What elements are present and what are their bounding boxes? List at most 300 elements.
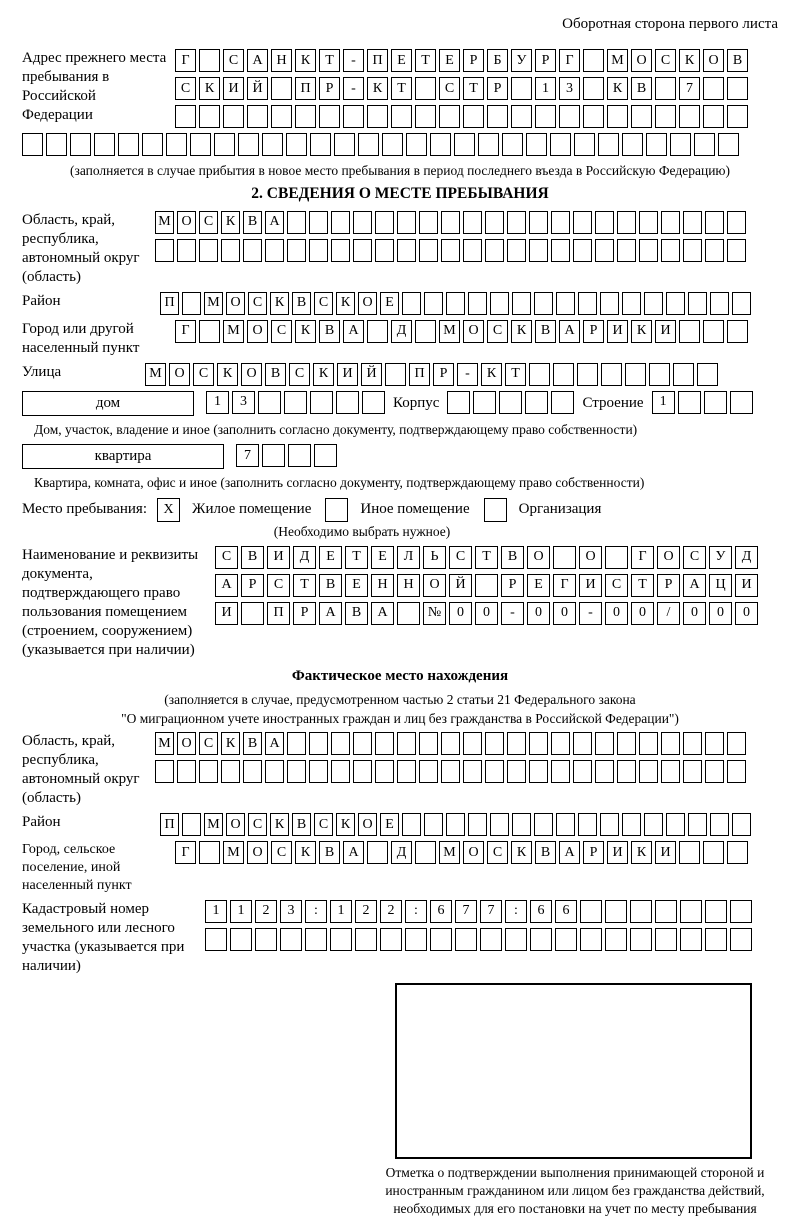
char-cell[interactable]: М — [204, 292, 223, 315]
char-cell[interactable] — [551, 239, 570, 262]
char-cell[interactable] — [605, 900, 627, 923]
char-cell[interactable] — [534, 813, 553, 836]
char-cell[interactable] — [530, 928, 552, 951]
char-cell[interactable] — [199, 239, 218, 262]
char-cell[interactable] — [397, 732, 416, 755]
char-cell[interactable]: М — [607, 49, 628, 72]
char-cell[interactable]: Е — [319, 546, 342, 569]
char-cell[interactable]: К — [336, 292, 355, 315]
char-cell[interactable]: 0 — [449, 602, 472, 625]
char-cell[interactable] — [353, 760, 372, 783]
char-cell[interactable] — [70, 133, 91, 156]
char-cell[interactable] — [704, 391, 727, 414]
char-cell[interactable] — [639, 239, 658, 262]
char-cell[interactable] — [331, 211, 350, 234]
char-cell[interactable] — [287, 211, 306, 234]
char-cell[interactable]: С — [655, 49, 676, 72]
char-cell[interactable]: К — [221, 211, 240, 234]
char-cell[interactable] — [230, 928, 252, 951]
char-cell[interactable] — [727, 239, 746, 262]
char-cell[interactable] — [358, 133, 379, 156]
char-cell[interactable]: И — [579, 574, 602, 597]
char-cell[interactable] — [550, 133, 571, 156]
char-cell[interactable]: М — [223, 841, 244, 864]
char-cell[interactable] — [424, 292, 443, 315]
char-cell[interactable] — [286, 133, 307, 156]
char-cell[interactable] — [534, 292, 553, 315]
char-cell[interactable] — [309, 239, 328, 262]
char-cell[interactable]: А — [265, 211, 284, 234]
char-cell[interactable] — [265, 760, 284, 783]
char-cell[interactable] — [499, 391, 522, 414]
char-cell[interactable] — [683, 760, 702, 783]
char-cell[interactable]: Д — [391, 320, 412, 343]
char-cell[interactable]: С — [271, 841, 292, 864]
char-cell[interactable]: Р — [501, 574, 524, 597]
char-cell[interactable] — [367, 841, 388, 864]
char-cell[interactable]: С — [487, 320, 508, 343]
char-cell[interactable] — [22, 133, 43, 156]
char-cell[interactable] — [553, 363, 574, 386]
char-cell[interactable] — [553, 546, 576, 569]
char-cell[interactable] — [661, 239, 680, 262]
char-cell[interactable] — [595, 732, 614, 755]
char-cell[interactable] — [353, 211, 372, 234]
char-cell[interactable] — [705, 928, 727, 951]
char-cell[interactable]: В — [501, 546, 524, 569]
char-cell[interactable] — [241, 602, 264, 625]
char-cell[interactable]: 3 — [559, 77, 580, 100]
char-cell[interactable] — [673, 363, 694, 386]
char-cell[interactable] — [177, 239, 196, 262]
char-cell[interactable] — [205, 928, 227, 951]
char-cell[interactable] — [258, 391, 281, 414]
char-cell[interactable]: П — [160, 292, 179, 315]
char-cell[interactable]: Н — [271, 49, 292, 72]
char-cell[interactable] — [683, 211, 702, 234]
char-cell[interactable] — [551, 732, 570, 755]
char-cell[interactable] — [551, 211, 570, 234]
char-cell[interactable] — [353, 732, 372, 755]
char-cell[interactable]: Е — [391, 49, 412, 72]
char-cell[interactable]: 0 — [631, 602, 654, 625]
char-cell[interactable] — [529, 363, 550, 386]
char-cell[interactable] — [353, 239, 372, 262]
char-cell[interactable]: П — [267, 602, 290, 625]
char-cell[interactable] — [485, 211, 504, 234]
char-cell[interactable]: 1 — [205, 900, 227, 923]
char-cell[interactable] — [535, 105, 556, 128]
char-cell[interactable]: М — [439, 841, 460, 864]
char-cell[interactable]: Л — [397, 546, 420, 569]
char-cell[interactable] — [526, 133, 547, 156]
char-cell[interactable] — [551, 391, 574, 414]
char-cell[interactable]: Т — [293, 574, 316, 597]
char-cell[interactable] — [397, 602, 420, 625]
char-cell[interactable] — [578, 813, 597, 836]
char-cell[interactable]: С — [271, 320, 292, 343]
char-cell[interactable] — [287, 732, 306, 755]
char-cell[interactable]: К — [217, 363, 238, 386]
char-cell[interactable] — [607, 105, 628, 128]
char-cell[interactable]: Б — [487, 49, 508, 72]
char-cell[interactable]: : — [505, 900, 527, 923]
char-cell[interactable] — [551, 760, 570, 783]
char-cell[interactable] — [463, 239, 482, 262]
char-cell[interactable] — [680, 928, 702, 951]
char-cell[interactable] — [688, 292, 707, 315]
char-cell[interactable]: П — [409, 363, 430, 386]
char-cell[interactable]: С — [199, 211, 218, 234]
char-cell[interactable] — [727, 320, 748, 343]
char-cell[interactable]: Е — [380, 292, 399, 315]
char-cell[interactable] — [655, 77, 676, 100]
char-cell[interactable] — [485, 239, 504, 262]
char-cell[interactable] — [705, 239, 724, 262]
char-cell[interactable] — [397, 760, 416, 783]
char-cell[interactable] — [622, 133, 643, 156]
char-cell[interactable]: Е — [345, 574, 368, 597]
char-cell[interactable]: Г — [553, 574, 576, 597]
char-cell[interactable] — [688, 813, 707, 836]
char-cell[interactable] — [598, 133, 619, 156]
char-cell[interactable] — [375, 211, 394, 234]
char-cell[interactable]: В — [243, 732, 262, 755]
char-cell[interactable] — [655, 105, 676, 128]
char-cell[interactable] — [670, 133, 691, 156]
char-cell[interactable]: М — [439, 320, 460, 343]
char-cell[interactable] — [331, 239, 350, 262]
char-cell[interactable]: У — [709, 546, 732, 569]
char-cell[interactable]: : — [405, 900, 427, 923]
char-cell[interactable] — [280, 928, 302, 951]
char-cell[interactable]: О — [463, 320, 484, 343]
char-cell[interactable] — [630, 900, 652, 923]
char-cell[interactable]: М — [223, 320, 244, 343]
char-cell[interactable] — [605, 928, 627, 951]
char-cell[interactable] — [556, 813, 575, 836]
char-cell[interactable] — [419, 732, 438, 755]
char-cell[interactable]: К — [631, 841, 652, 864]
char-cell[interactable]: К — [607, 77, 628, 100]
char-cell[interactable] — [485, 760, 504, 783]
char-cell[interactable]: К — [511, 841, 532, 864]
char-cell[interactable]: В — [292, 292, 311, 315]
char-cell[interactable]: К — [481, 363, 502, 386]
char-cell[interactable] — [439, 105, 460, 128]
char-cell[interactable] — [177, 760, 196, 783]
char-cell[interactable]: Т — [631, 574, 654, 597]
char-cell[interactable] — [666, 292, 685, 315]
char-cell[interactable] — [703, 77, 724, 100]
house-type-box[interactable]: дом — [22, 391, 194, 416]
char-cell[interactable] — [485, 732, 504, 755]
char-cell[interactable] — [415, 841, 436, 864]
char-cell[interactable]: 7 — [236, 444, 259, 467]
char-cell[interactable] — [507, 732, 526, 755]
char-cell[interactable] — [507, 239, 526, 262]
char-cell[interactable]: 2 — [355, 900, 377, 923]
char-cell[interactable] — [382, 133, 403, 156]
char-cell[interactable] — [475, 574, 498, 597]
char-cell[interactable]: Р — [319, 77, 340, 100]
char-cell[interactable]: М — [155, 732, 174, 755]
char-cell[interactable] — [583, 77, 604, 100]
char-cell[interactable] — [680, 900, 702, 923]
char-cell[interactable]: Н — [397, 574, 420, 597]
char-cell[interactable]: О — [657, 546, 680, 569]
char-cell[interactable] — [430, 133, 451, 156]
char-cell[interactable]: В — [265, 363, 286, 386]
char-cell[interactable] — [679, 105, 700, 128]
char-cell[interactable] — [573, 211, 592, 234]
char-cell[interactable] — [478, 133, 499, 156]
char-cell[interactable] — [309, 732, 328, 755]
char-cell[interactable] — [710, 292, 729, 315]
char-cell[interactable] — [511, 77, 532, 100]
char-cell[interactable]: С — [175, 77, 196, 100]
char-cell[interactable] — [343, 105, 364, 128]
char-cell[interactable]: И — [655, 841, 676, 864]
char-cell[interactable] — [705, 900, 727, 923]
char-cell[interactable] — [221, 760, 240, 783]
char-cell[interactable] — [580, 900, 602, 923]
char-cell[interactable]: Р — [657, 574, 680, 597]
char-cell[interactable] — [480, 928, 502, 951]
char-cell[interactable] — [402, 292, 421, 315]
char-cell[interactable]: 3 — [232, 391, 255, 414]
char-cell[interactable]: А — [683, 574, 706, 597]
char-cell[interactable] — [705, 732, 724, 755]
char-cell[interactable] — [271, 105, 292, 128]
char-cell[interactable]: № — [423, 602, 446, 625]
char-cell[interactable]: 1 — [206, 391, 229, 414]
char-cell[interactable] — [190, 133, 211, 156]
char-cell[interactable]: О — [169, 363, 190, 386]
char-cell[interactable] — [661, 760, 680, 783]
char-cell[interactable] — [155, 239, 174, 262]
char-cell[interactable]: Т — [319, 49, 340, 72]
char-cell[interactable]: Т — [475, 546, 498, 569]
char-cell[interactable] — [288, 444, 311, 467]
char-cell[interactable] — [649, 363, 670, 386]
char-cell[interactable] — [199, 105, 220, 128]
char-cell[interactable] — [646, 133, 667, 156]
char-cell[interactable]: И — [655, 320, 676, 343]
char-cell[interactable]: Р — [433, 363, 454, 386]
char-cell[interactable]: 2 — [380, 900, 402, 923]
char-cell[interactable] — [305, 928, 327, 951]
char-cell[interactable] — [487, 105, 508, 128]
char-cell[interactable] — [214, 133, 235, 156]
char-cell[interactable]: Д — [391, 841, 412, 864]
char-cell[interactable]: К — [336, 813, 355, 836]
char-cell[interactable]: 1 — [230, 900, 252, 923]
char-cell[interactable] — [732, 292, 751, 315]
char-cell[interactable]: С — [439, 77, 460, 100]
char-cell[interactable]: Р — [487, 77, 508, 100]
char-cell[interactable] — [529, 760, 548, 783]
char-cell[interactable] — [265, 239, 284, 262]
char-cell[interactable]: С — [267, 574, 290, 597]
char-cell[interactable] — [463, 211, 482, 234]
char-cell[interactable]: Г — [175, 320, 196, 343]
char-cell[interactable] — [512, 292, 531, 315]
char-cell[interactable]: Д — [735, 546, 758, 569]
char-cell[interactable] — [262, 133, 283, 156]
char-cell[interactable]: И — [607, 320, 628, 343]
char-cell[interactable] — [441, 732, 460, 755]
char-cell[interactable] — [727, 732, 746, 755]
char-cell[interactable] — [166, 133, 187, 156]
char-cell[interactable] — [284, 391, 307, 414]
char-cell[interactable] — [622, 813, 641, 836]
char-cell[interactable] — [473, 391, 496, 414]
char-cell[interactable] — [490, 292, 509, 315]
char-cell[interactable]: В — [319, 841, 340, 864]
char-cell[interactable] — [502, 133, 523, 156]
char-cell[interactable]: - — [343, 49, 364, 72]
char-cell[interactable] — [574, 133, 595, 156]
char-cell[interactable]: К — [631, 320, 652, 343]
char-cell[interactable] — [223, 105, 244, 128]
char-cell[interactable] — [468, 292, 487, 315]
char-cell[interactable] — [600, 292, 619, 315]
char-cell[interactable]: О — [358, 292, 377, 315]
char-cell[interactable] — [367, 320, 388, 343]
char-cell[interactable] — [661, 732, 680, 755]
char-cell[interactable] — [182, 292, 201, 315]
char-cell[interactable]: О — [241, 363, 262, 386]
char-cell[interactable]: А — [247, 49, 268, 72]
char-cell[interactable] — [577, 363, 598, 386]
char-cell[interactable]: О — [247, 841, 268, 864]
char-cell[interactable]: Р — [463, 49, 484, 72]
char-cell[interactable] — [617, 732, 636, 755]
char-cell[interactable] — [727, 211, 746, 234]
char-cell[interactable] — [525, 391, 548, 414]
char-cell[interactable] — [644, 292, 663, 315]
char-cell[interactable]: И — [223, 77, 244, 100]
char-cell[interactable] — [679, 320, 700, 343]
char-cell[interactable]: А — [215, 574, 238, 597]
char-cell[interactable]: О — [463, 841, 484, 864]
char-cell[interactable] — [463, 732, 482, 755]
char-cell[interactable] — [512, 813, 531, 836]
char-cell[interactable]: 1 — [652, 391, 675, 414]
char-cell[interactable] — [243, 760, 262, 783]
char-cell[interactable] — [556, 292, 575, 315]
char-cell[interactable] — [490, 813, 509, 836]
char-cell[interactable] — [419, 760, 438, 783]
char-cell[interactable] — [600, 813, 619, 836]
char-cell[interactable] — [529, 211, 548, 234]
char-cell[interactable] — [287, 239, 306, 262]
char-cell[interactable]: А — [559, 841, 580, 864]
char-cell[interactable] — [375, 732, 394, 755]
char-cell[interactable]: К — [221, 732, 240, 755]
char-cell[interactable] — [355, 928, 377, 951]
char-cell[interactable] — [424, 813, 443, 836]
char-cell[interactable] — [446, 813, 465, 836]
char-cell[interactable]: Н — [371, 574, 394, 597]
char-cell[interactable] — [454, 133, 475, 156]
char-cell[interactable] — [617, 239, 636, 262]
char-cell[interactable]: Г — [175, 841, 196, 864]
char-cell[interactable] — [415, 320, 436, 343]
char-cell[interactable] — [199, 760, 218, 783]
char-cell[interactable] — [118, 133, 139, 156]
char-cell[interactable]: О — [631, 49, 652, 72]
char-cell[interactable] — [732, 813, 751, 836]
char-cell[interactable] — [573, 760, 592, 783]
char-cell[interactable] — [468, 813, 487, 836]
char-cell[interactable]: Т — [505, 363, 526, 386]
char-cell[interactable] — [583, 49, 604, 72]
char-cell[interactable] — [507, 760, 526, 783]
char-cell[interactable]: / — [657, 602, 680, 625]
char-cell[interactable] — [666, 813, 685, 836]
char-cell[interactable] — [405, 928, 427, 951]
char-cell[interactable]: О — [527, 546, 550, 569]
char-cell[interactable] — [331, 760, 350, 783]
char-cell[interactable] — [380, 928, 402, 951]
char-cell[interactable]: О — [423, 574, 446, 597]
char-cell[interactable]: В — [243, 211, 262, 234]
char-cell[interactable]: И — [337, 363, 358, 386]
char-cell[interactable] — [46, 133, 67, 156]
char-cell[interactable] — [238, 133, 259, 156]
char-cell[interactable] — [507, 211, 526, 234]
char-cell[interactable]: 0 — [683, 602, 706, 625]
char-cell[interactable] — [375, 760, 394, 783]
char-cell[interactable]: В — [727, 49, 748, 72]
char-cell[interactable] — [678, 391, 701, 414]
char-cell[interactable]: О — [247, 320, 268, 343]
char-cell[interactable] — [155, 760, 174, 783]
char-cell[interactable] — [639, 211, 658, 234]
char-cell[interactable] — [625, 363, 646, 386]
char-cell[interactable] — [402, 813, 421, 836]
char-cell[interactable]: 3 — [280, 900, 302, 923]
char-cell[interactable] — [247, 105, 268, 128]
char-cell[interactable]: - — [501, 602, 524, 625]
char-cell[interactable] — [463, 105, 484, 128]
char-cell[interactable]: Ь — [423, 546, 446, 569]
char-cell[interactable]: К — [295, 49, 316, 72]
char-cell[interactable]: В — [292, 813, 311, 836]
char-cell[interactable]: : — [305, 900, 327, 923]
char-cell[interactable]: И — [607, 841, 628, 864]
char-cell[interactable] — [644, 813, 663, 836]
char-cell[interactable]: 1 — [330, 900, 352, 923]
char-cell[interactable]: Т — [463, 77, 484, 100]
char-cell[interactable]: Р — [583, 320, 604, 343]
char-cell[interactable]: Г — [631, 546, 654, 569]
char-cell[interactable] — [430, 928, 452, 951]
char-cell[interactable] — [630, 928, 652, 951]
char-cell[interactable]: С — [314, 813, 333, 836]
char-cell[interactable] — [199, 49, 220, 72]
char-cell[interactable] — [595, 239, 614, 262]
char-cell[interactable] — [310, 391, 333, 414]
char-cell[interactable]: К — [270, 813, 289, 836]
char-cell[interactable] — [601, 363, 622, 386]
char-cell[interactable] — [330, 928, 352, 951]
char-cell[interactable] — [595, 211, 614, 234]
char-cell[interactable]: М — [145, 363, 166, 386]
char-cell[interactable] — [262, 444, 285, 467]
